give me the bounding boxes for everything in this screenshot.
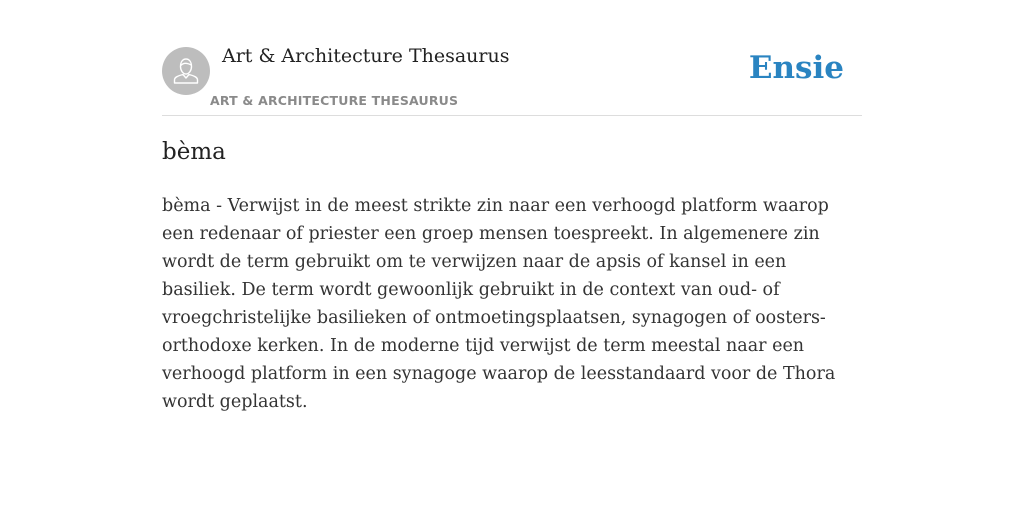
entry-term: bèma [162, 139, 226, 165]
user-silhouette-icon [162, 47, 210, 95]
ensie-logo-link[interactable]: Ensie [748, 50, 844, 86]
avatar[interactable] [162, 47, 210, 95]
source-title[interactable]: Art & Architecture Thesaurus [222, 45, 510, 67]
entry-definition: bèma - Verwijst in de meest strikte zin naar een verhoogd platform waarop een redenaar of priester een groep mensen toespreekt. In algemenere zin wordt de term gebruikt om te verwijzen naar de apsis of kansel in een basiliek. De term wordt gewoonlijk gebruikt in de context van oud- of vroegchristelijke basilieken of ontmoetingsplaatsen, synagogen of oosters-orthodoxe kerken. In de moderne tijd verwijst de term meestal naar een verhoogd platform in een synagoge waarop de leesstandaard voor de Thora wordt geplaatst. [162, 196, 836, 412]
source-subtitle[interactable]: ART & ARCHITECTURE THESAURUS [210, 93, 459, 108]
source-header [162, 0, 862, 116]
content-container [162, 0, 862, 412]
